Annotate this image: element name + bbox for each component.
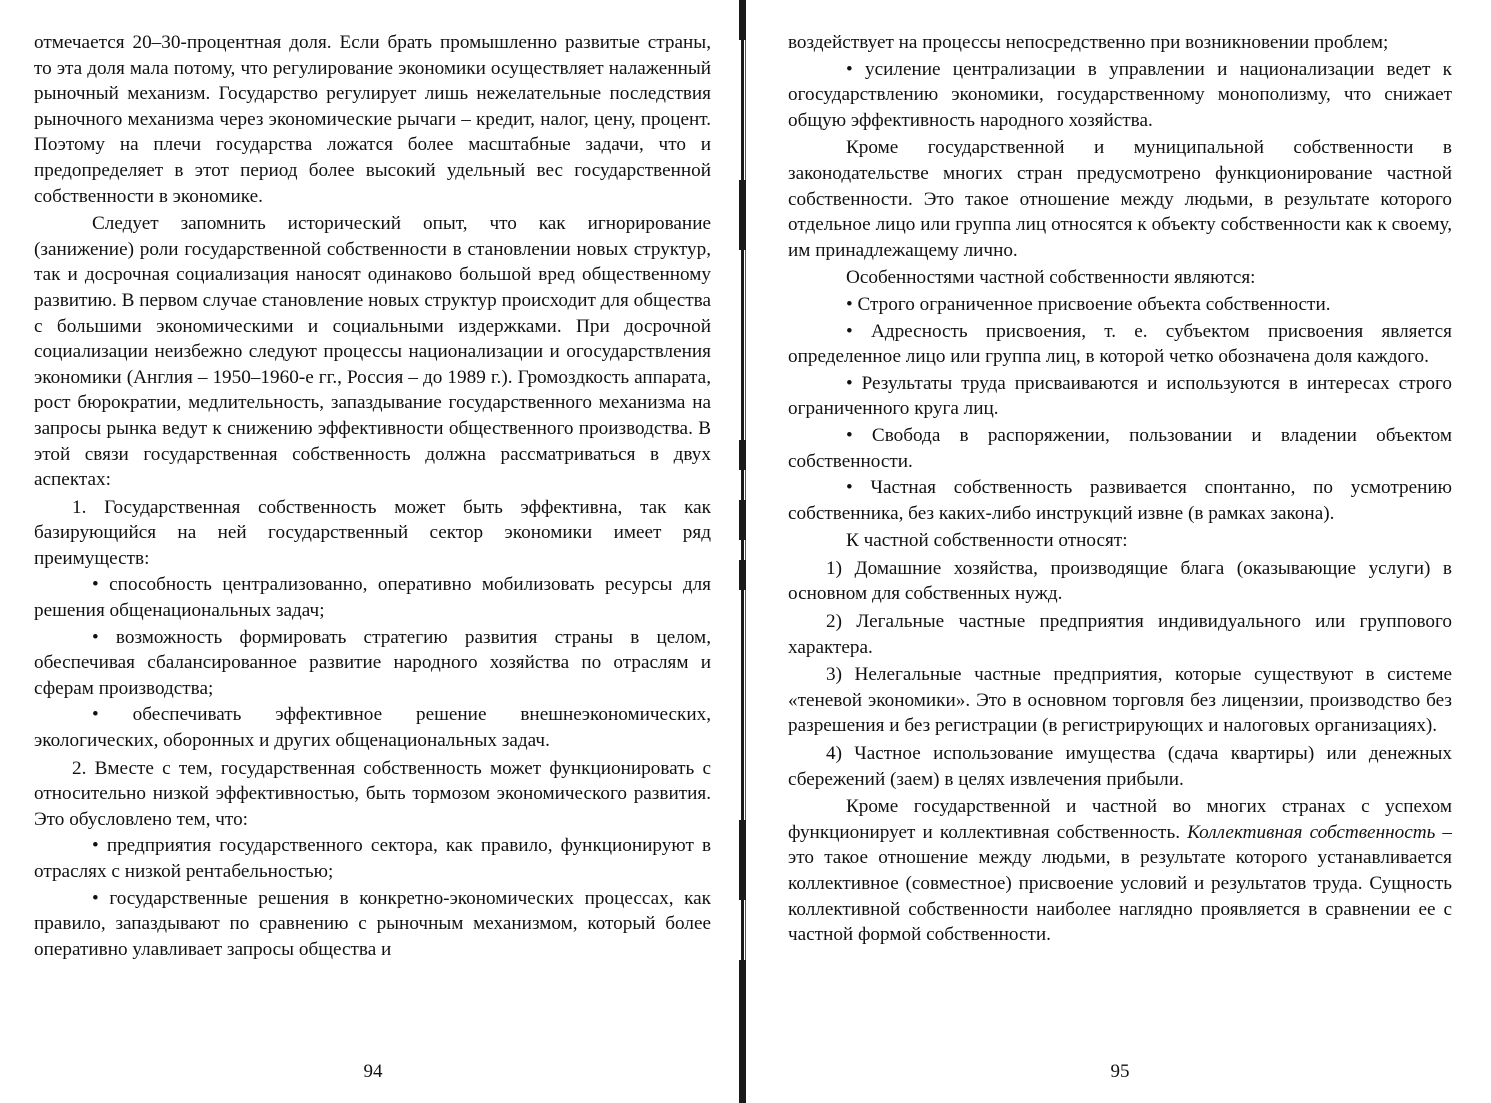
numbered-paragraph: 1) Домашние хозяйства, производящие блага (оказывающие услуги) в основном для собственных нужд. (788, 557, 1452, 605)
bullet-item: • способность централизованно, оперативно мобилизовать ресурсы для решения общенациональных задач; (34, 574, 711, 622)
bullet-item: • Строго ограниченное присвоение объекта собственности. (846, 293, 1331, 315)
bullet-item: • Свобода в распоряжении, пользовании и владении объектом собственности. (788, 424, 1452, 472)
paragraph: Кроме государственной и муниципальной собственности в законодательстве многих стран предусмотрено функционирование частной собственности. Это такое отношение между людьми, в результате которого отдельное лицо или группа лиц относятся к объекту собственности как к своему, им принадлежащему лично. (788, 137, 1452, 261)
text-run: – это такое отношение между людьми, в результате которого устанавливается коллективное (совместное) присвоение условий и результатов труда. Сущность коллективной собственности наиболее наглядно проявляется в сравнении ее с частной формой собственности. (788, 821, 1453, 946)
page-number-right: 95 (1110, 1061, 1130, 1082)
numbered-paragraph: 3) Нелегальные частные предприятия, которые существуют в системе «теневой экономики». Это в основном торговля без лицензии, производство без разрешения и без регистрации (в регистрирующих и налоговых организациях). (788, 664, 1452, 737)
page-number-left: 94 (363, 1061, 383, 1082)
bullet-item: • Адресность присвоения, т. е. субъектом присвоения является определенное лицо или группа лиц, в которой четко обозначена доля каждого. (788, 320, 1452, 368)
bullet-item: • предприятия государственного сектора, как правило, функционируют в отраслях с низкой рентабельностью; (34, 835, 711, 882)
term-collective-ownership: Коллективная собственность (1187, 821, 1436, 843)
numbered-paragraph: 2) Легальные частные предприятия индивидуального или группового характера. (788, 611, 1452, 658)
paragraph: К частной собственности относят: (846, 530, 1128, 552)
right-page (788, 30, 1452, 1103)
bullet-item: • Частная собственность развивается спонтанно, по усмотрению собственника, без каких-либо инструкций извне (в рамках закона). (788, 477, 1452, 524)
paragraph-collective-ownership (788, 794, 1452, 948)
book-gutter (735, 0, 751, 1103)
numbered-paragraph: 2. Вместе с тем, государственная собственность может функционировать с относительно низкой эффективностью, быть тормозом экономического развития. Это обусловлено тем, что: (34, 757, 711, 830)
bullet-item: • обеспечивать эффективное решение внешнеэкономических, экологических, оборонных и других общенациональных задач. (34, 704, 711, 752)
bullet-item: • государственные решения в конкретно-экономических процессах, как правило, запаздывают по сравнению с рыночным механизмом, который более оперативно улавливает запросы общества и (34, 887, 711, 960)
paragraph: воздействует на процессы непосредственно при возникновении проблем; (788, 32, 1389, 53)
paragraph: отмечается 20–30-процентная доля. Если брать промышленно развитые страны, то эта доля мала потому, что регулирование экономики осуществляет налаженный рыночный механизм. Государство регулирует лишь нежелательные последствия рыночного механизма через экономические рычаги – кредит, налог, цену, процент. Поэтому на плечи государства ложатся более масштабные задачи, что и предопределяет в этот период более высокий удельный вес государственной собственности в экономике. (34, 32, 711, 207)
numbered-paragraph: 1. Государственная собственность может быть эффективна, так как базирующийся на ней государственный сектор экономики имеет ряд преимуществ: (34, 496, 711, 569)
bullet-item: • возможность формировать стратегию развития страны в целом, обеспечивая сбалансированное развитие народного хозяйства по отраслям и сферам производства; (34, 626, 711, 699)
bullet-item: • Результаты труда присваиваются и используются в интересах строго ограниченного круга лиц. (788, 372, 1452, 420)
text-run: Кроме государственной и частной во многих странах с успехом функционирует и коллективная собственность. (788, 796, 1452, 843)
numbered-paragraph: 4) Частное использование имущества (сдача квартиры) или денежных сбережений (заем) в целях извлечения прибыли. (788, 743, 1452, 790)
bullet-item: • усиление централизации в управлении и национализации ведет к огосударствлению экономики, государственному монополизму, что снижает общую эффективность народного хозяйства. (788, 58, 1452, 131)
left-page (34, 30, 711, 1103)
paragraph: Следует запомнить исторический опыт, что как игнорирование (занижение) роли государственной собственности в становлении новых структур, так и досрочная социализация наносят одинаково большой вред общественному развитию. В первом случае становление новых структур происходит для общества с большими экономическими и социальными издержками. При досрочной социализации неизбежно следуют процессы национализации и огосударствления экономики (Англия – 1950–1960-е гг., Россия – до 1989 г.). Громоздкость аппарата, рост бюрократии, медлительность, запаздывание государственного механизма на запросы рынка ведут к снижению эффективности общественного производства. В этой связи государственная собственность должна рассматриваться в двух аспектах: (34, 213, 711, 491)
paragraph: Особенностями частной собственности являются: (846, 267, 1256, 289)
